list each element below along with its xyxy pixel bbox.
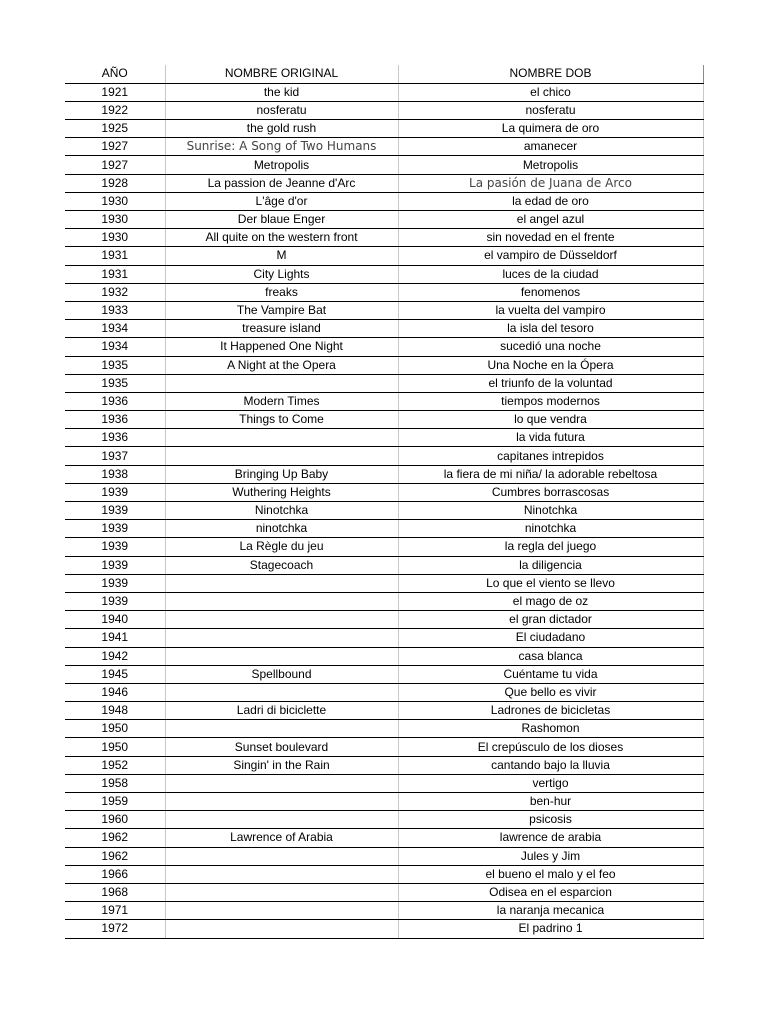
original-title-cell xyxy=(165,793,398,811)
year-cell: 1934 xyxy=(65,320,165,338)
header-year: AÑO xyxy=(65,65,165,83)
year-cell: 1939 xyxy=(65,502,165,520)
year-cell: 1959 xyxy=(65,793,165,811)
dubbed-title-cell: Cumbres borrascosas xyxy=(398,483,703,501)
original-title-cell xyxy=(165,865,398,883)
table-row xyxy=(65,465,703,483)
original-title-cell: the gold rush xyxy=(165,120,398,138)
table-row xyxy=(65,829,703,847)
table-row xyxy=(65,392,703,410)
dubbed-title-cell: ben-hur xyxy=(398,793,703,811)
dubbed-title-cell: nosferatu xyxy=(398,101,703,119)
dubbed-title-cell: la edad de oro xyxy=(398,192,703,210)
year-cell: 1952 xyxy=(65,756,165,774)
year-cell: 1936 xyxy=(65,392,165,410)
table-row xyxy=(65,229,703,247)
dubbed-title-cell: Ladrones de bicicletas xyxy=(398,702,703,720)
year-cell: 1939 xyxy=(65,574,165,592)
original-title-cell xyxy=(165,774,398,792)
dubbed-title-cell: lo que vendra xyxy=(398,411,703,429)
year-cell: 1962 xyxy=(65,829,165,847)
dubbed-title-cell: la vida futura xyxy=(398,429,703,447)
year-cell: 1930 xyxy=(65,229,165,247)
original-title-cell: La Règle du jeu xyxy=(165,538,398,556)
dubbed-title-cell: Jules y Jim xyxy=(398,847,703,865)
original-title-cell: M xyxy=(165,247,398,265)
original-title-cell: Stagecoach xyxy=(165,556,398,574)
table-row xyxy=(65,338,703,356)
year-cell: 1935 xyxy=(65,374,165,392)
original-title-cell: treasure island xyxy=(165,320,398,338)
table-row xyxy=(65,611,703,629)
table-row xyxy=(65,865,703,883)
original-title-cell xyxy=(165,429,398,447)
dubbed-title-cell: la regla del juego xyxy=(398,538,703,556)
table-row xyxy=(65,883,703,901)
table-row xyxy=(65,629,703,647)
original-title-cell: City Lights xyxy=(165,265,398,283)
dubbed-title-cell: el angel azul xyxy=(398,211,703,229)
header-dubbed-title: NOMBRE DOB xyxy=(398,65,703,83)
table-row xyxy=(65,720,703,738)
dubbed-title-cell: el bueno el malo y el feo xyxy=(398,865,703,883)
table-row xyxy=(65,374,703,392)
dubbed-title-cell: Rashomon xyxy=(398,720,703,738)
dubbed-title-cell: la vuelta del vampiro xyxy=(398,301,703,319)
original-title-cell xyxy=(165,902,398,920)
original-title-cell xyxy=(165,883,398,901)
dubbed-title-cell: la naranja mecanica xyxy=(398,902,703,920)
table-row xyxy=(65,793,703,811)
year-cell: 1940 xyxy=(65,611,165,629)
table-row xyxy=(65,138,703,156)
original-title-cell: Things to Come xyxy=(165,411,398,429)
original-title-cell: Singin' in the Rain xyxy=(165,756,398,774)
dubbed-title-cell: Una Noche en la Ópera xyxy=(398,356,703,374)
year-cell: 1960 xyxy=(65,811,165,829)
dubbed-title-cell: la fiera de mi niña/ la adorable rebeltosa xyxy=(398,465,703,483)
table-row xyxy=(65,520,703,538)
dubbed-title-cell: sucedió una noche xyxy=(398,338,703,356)
table-row xyxy=(65,174,703,192)
original-title-cell: freaks xyxy=(165,283,398,301)
original-title-cell: L'âge d'or xyxy=(165,192,398,210)
year-cell: 1938 xyxy=(65,465,165,483)
year-cell: 1958 xyxy=(65,774,165,792)
table-row xyxy=(65,647,703,665)
original-title-cell: Der blaue Enger xyxy=(165,211,398,229)
original-title-cell: La passion de Jeanne d'Arc xyxy=(165,174,398,192)
original-title-cell xyxy=(165,592,398,610)
dubbed-title-cell: Cuéntame tu vida xyxy=(398,665,703,683)
year-cell: 1950 xyxy=(65,720,165,738)
year-cell: 1939 xyxy=(65,592,165,610)
year-cell: 1927 xyxy=(65,156,165,174)
dubbed-title-cell: Que bello es vivir xyxy=(398,683,703,701)
original-title-cell xyxy=(165,374,398,392)
dubbed-title-cell: la diligencia xyxy=(398,556,703,574)
original-title-cell: Ladri di biciclette xyxy=(165,702,398,720)
table-row xyxy=(65,920,703,938)
dubbed-title-cell: amanecer xyxy=(398,138,703,156)
table-row xyxy=(65,120,703,138)
table-row xyxy=(65,847,703,865)
spreadsheet-page xyxy=(65,65,703,939)
table-row xyxy=(65,592,703,610)
year-cell: 1966 xyxy=(65,865,165,883)
table-row xyxy=(65,83,703,101)
original-title-cell: nosferatu xyxy=(165,101,398,119)
original-title-cell: Wuthering Heights xyxy=(165,483,398,501)
dubbed-title-cell: la isla del tesoro xyxy=(398,320,703,338)
year-cell: 1927 xyxy=(65,138,165,156)
year-cell: 1946 xyxy=(65,683,165,701)
table-row xyxy=(65,192,703,210)
dubbed-title-cell: luces de la ciudad xyxy=(398,265,703,283)
dubbed-title-cell: Odisea en el esparcion xyxy=(398,883,703,901)
table-row xyxy=(65,702,703,720)
year-cell: 1939 xyxy=(65,556,165,574)
header-row xyxy=(65,65,703,83)
year-cell: 1962 xyxy=(65,847,165,865)
table-row xyxy=(65,538,703,556)
original-title-cell xyxy=(165,847,398,865)
year-cell: 1933 xyxy=(65,301,165,319)
original-title-cell: ninotchka xyxy=(165,520,398,538)
table-row xyxy=(65,156,703,174)
original-title-cell xyxy=(165,811,398,829)
table-row xyxy=(65,247,703,265)
year-cell: 1941 xyxy=(65,629,165,647)
table-row xyxy=(65,683,703,701)
dubbed-title-cell: El ciudadano xyxy=(398,629,703,647)
dubbed-title-cell: capitanes intrepidos xyxy=(398,447,703,465)
table-row xyxy=(65,738,703,756)
year-cell: 1931 xyxy=(65,247,165,265)
dubbed-title-cell: fenomenos xyxy=(398,283,703,301)
table-row xyxy=(65,101,703,119)
table-row xyxy=(65,411,703,429)
original-title-cell xyxy=(165,647,398,665)
year-cell: 1922 xyxy=(65,101,165,119)
table-row xyxy=(65,665,703,683)
original-title-cell xyxy=(165,447,398,465)
dubbed-title-cell: cantando bajo la lluvia xyxy=(398,756,703,774)
year-cell: 1948 xyxy=(65,702,165,720)
year-cell: 1925 xyxy=(65,120,165,138)
header-original-title: NOMBRE ORIGINAL xyxy=(165,65,398,83)
year-cell: 1937 xyxy=(65,447,165,465)
year-cell: 1934 xyxy=(65,338,165,356)
original-title-cell: Sunrise: A Song of Two Humans xyxy=(165,138,398,156)
original-title-cell xyxy=(165,920,398,938)
original-title-cell xyxy=(165,611,398,629)
table-row xyxy=(65,211,703,229)
table-row xyxy=(65,320,703,338)
table-row xyxy=(65,429,703,447)
table-row xyxy=(65,301,703,319)
original-title-cell: A Night at the Opera xyxy=(165,356,398,374)
dubbed-title-cell: el gran dictador xyxy=(398,611,703,629)
original-title-cell: Ninotchka xyxy=(165,502,398,520)
original-title-cell: Lawrence of Arabia xyxy=(165,829,398,847)
year-cell: 1939 xyxy=(65,520,165,538)
dubbed-title-cell: El padrino 1 xyxy=(398,920,703,938)
year-cell: 1931 xyxy=(65,265,165,283)
year-cell: 1971 xyxy=(65,902,165,920)
dubbed-title-cell: tiempos modernos xyxy=(398,392,703,410)
year-cell: 1942 xyxy=(65,647,165,665)
original-title-cell: Modern Times xyxy=(165,392,398,410)
table-row xyxy=(65,502,703,520)
table-row xyxy=(65,356,703,374)
dubbed-title-cell: el triunfo de la voluntad xyxy=(398,374,703,392)
original-title-cell: Metropolis xyxy=(165,156,398,174)
dubbed-title-cell: El crepúsculo de los dioses xyxy=(398,738,703,756)
year-cell: 1950 xyxy=(65,738,165,756)
year-cell: 1928 xyxy=(65,174,165,192)
year-cell: 1945 xyxy=(65,665,165,683)
year-cell: 1936 xyxy=(65,429,165,447)
original-title-cell: the kid xyxy=(165,83,398,101)
original-title-cell: The Vampire Bat xyxy=(165,301,398,319)
dubbed-title-cell: el chico xyxy=(398,83,703,101)
year-cell: 1932 xyxy=(65,283,165,301)
dubbed-title-cell: casa blanca xyxy=(398,647,703,665)
table-row xyxy=(65,574,703,592)
table-row xyxy=(65,265,703,283)
dubbed-title-cell: La quimera de oro xyxy=(398,120,703,138)
table-row xyxy=(65,483,703,501)
dubbed-title-cell: lawrence de arabia xyxy=(398,829,703,847)
dubbed-title-cell: vertigo xyxy=(398,774,703,792)
dubbed-title-cell: psicosis xyxy=(398,811,703,829)
table-row xyxy=(65,283,703,301)
year-cell: 1921 xyxy=(65,83,165,101)
year-cell: 1930 xyxy=(65,211,165,229)
table-row xyxy=(65,811,703,829)
year-cell: 1972 xyxy=(65,920,165,938)
table-row xyxy=(65,774,703,792)
table-row xyxy=(65,756,703,774)
table-row xyxy=(65,902,703,920)
year-cell: 1936 xyxy=(65,411,165,429)
dubbed-title-cell: Ninotchka xyxy=(398,502,703,520)
year-cell: 1935 xyxy=(65,356,165,374)
table-row xyxy=(65,556,703,574)
dubbed-title-cell: ninotchka xyxy=(398,520,703,538)
original-title-cell: Bringing Up Baby xyxy=(165,465,398,483)
original-title-cell xyxy=(165,574,398,592)
dubbed-title-cell: el mago de oz xyxy=(398,592,703,610)
dubbed-title-cell: sin novedad en el frente xyxy=(398,229,703,247)
year-cell: 1939 xyxy=(65,483,165,501)
dubbed-title-cell: Metropolis xyxy=(398,156,703,174)
dubbed-title-cell: el vampiro de Düsseldorf xyxy=(398,247,703,265)
original-title-cell: Sunset boulevard xyxy=(165,738,398,756)
year-cell: 1930 xyxy=(65,192,165,210)
original-title-cell xyxy=(165,629,398,647)
original-title-cell xyxy=(165,720,398,738)
original-title-cell: All quite on the western front xyxy=(165,229,398,247)
dubbed-title-cell: La pasión de Juana de Arco xyxy=(398,174,703,192)
table-row xyxy=(65,447,703,465)
film-table xyxy=(65,65,704,939)
year-cell: 1968 xyxy=(65,883,165,901)
dubbed-title-cell: Lo que el viento se llevo xyxy=(398,574,703,592)
year-cell: 1939 xyxy=(65,538,165,556)
original-title-cell xyxy=(165,683,398,701)
original-title-cell: It Happened One Night xyxy=(165,338,398,356)
original-title-cell: Spellbound xyxy=(165,665,398,683)
